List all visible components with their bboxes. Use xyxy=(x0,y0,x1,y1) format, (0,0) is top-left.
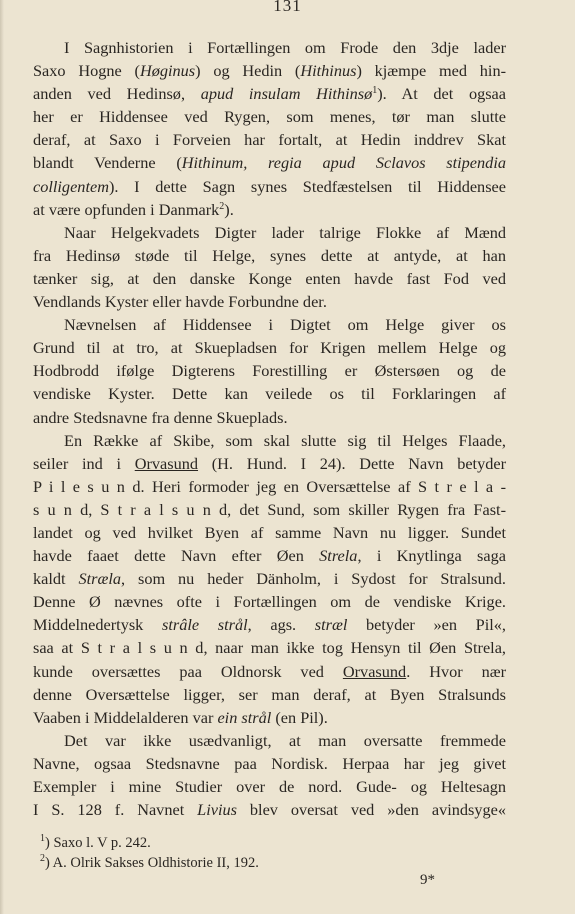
text-line: Grund til at tro, at Skuepladsen for Krigen mellem Helge og xyxy=(33,338,506,358)
text-line: havde faaet dette Navn efter Øen Strela, i Knytlinga saga xyxy=(33,546,506,566)
page-edge-shadow xyxy=(0,0,4,914)
text-line: kaldt Stræla, som nu heder Dänholm, i Sydost for Stralsund. xyxy=(33,569,507,589)
text-line: Vendlands Kyster eller havde Forbundne der. xyxy=(33,292,327,312)
text-line: saa at S t r a l s u n d, naar man ikke tog Hensyn til Øen Strela, xyxy=(33,638,506,658)
signature-mark: 9* xyxy=(420,872,435,888)
text-line: colligentem). I dette Sagn synes Stedfæstelsen til Hiddensee xyxy=(33,176,506,196)
text-line: denne Oversættelse ligger, ser man deraf, at Byen Stralsunds xyxy=(33,684,506,704)
text-line: vendiske Kyster. Dette kan veilede os til Forklaringen af xyxy=(33,384,506,404)
text-line: s u n d, S t r a l s u n d, det Sund, som skiller Rygen fra Fast- xyxy=(33,499,506,519)
body-text xyxy=(33,36,506,821)
text-line: Nævnelsen af Hiddensee i Digtet om Helge giver os xyxy=(64,315,506,335)
text-line: landet og ved hvilket Byen af samme Navn nu ligger. Sundet xyxy=(33,522,506,542)
text-line: blandt Venderne (Hithinum, regia apud Sclavos stipendia xyxy=(33,153,506,173)
text-line: Navne, ogsaa Stedsnavne paa Nordisk. Herpaa har jeg givet xyxy=(33,753,506,773)
text-line: En Række af Skibe, som skal slutte sig til Helges Flaade, xyxy=(64,430,506,450)
text-line: fra Hedinsø støde til Helge, synes dette at antyde, at han xyxy=(33,245,506,265)
page-number: 131 xyxy=(273,0,302,15)
text-line: Exempler i mine Studier over de nord. Gude- og Heltesagn xyxy=(33,777,506,796)
footnotes xyxy=(40,833,510,873)
text-line: Det var ikke usædvanligt, at man oversatte fremmede xyxy=(64,730,506,750)
text-line: I Sagnhistorien i Fortællingen om Frode den 3dje lader xyxy=(64,38,506,57)
text-line: P i l e s u n d. Heri formoder jeg en Oversættelse af S t r e l a - xyxy=(33,476,506,496)
text-line: Middelnedertysk strâle strål, ags. stræl betyder »en Pil«, xyxy=(33,615,506,635)
text-line: seiler ind i Orvasund (H. Hund. I 24). Dette Navn betyder xyxy=(33,453,507,473)
text-line: kunde oversættes paa Oldnorsk ved Orvasund. Hvor nær xyxy=(33,661,506,681)
text-line: Naar Helgekvadets Digter lader talrige Flokke af Mænd xyxy=(64,222,506,242)
text-line: andre Stedsnavne fra denne Skueplads. xyxy=(33,407,288,427)
text-line: anden ved Hedinsø, apud insulam Hithinsø$^1$). At det ogsaa xyxy=(33,84,507,104)
text-line: Saxo Hogne (Høginus) og Hedin (Hithinus) kjæmpe med hin- xyxy=(33,61,507,81)
footnote: $^2$) A. Olrik Sakses Oldhistorie II, 192. xyxy=(40,853,259,871)
text-line: Denne Ø nævnes ofte i Fortællingen om de vendiske Krige. xyxy=(33,592,506,612)
text-line: Hodbrodd ifølge Digterens Forestilling er Østersøen og de xyxy=(33,361,506,381)
footnote: $^1$) Saxo l. V p. 242. xyxy=(40,833,151,851)
text-line: at være opfunden i Danmark$^2$). xyxy=(33,199,234,219)
text-line: deraf, at Saxo i Forveien har fortalt, at Hedin inddrev Skat xyxy=(33,130,506,150)
text-line: I S. 128 f. Navnet Livius blev oversat ved »den avindsyge« xyxy=(33,800,506,820)
text-line: Vaaben i Middelalderen var ein strål (en Pil). xyxy=(33,707,328,727)
text-line: her er Hiddensee ved Rygen, som menes, tør man slutte xyxy=(33,107,506,127)
text-line: tænker sig, at den danske Konge enten havde fast Fod ved xyxy=(33,268,506,288)
